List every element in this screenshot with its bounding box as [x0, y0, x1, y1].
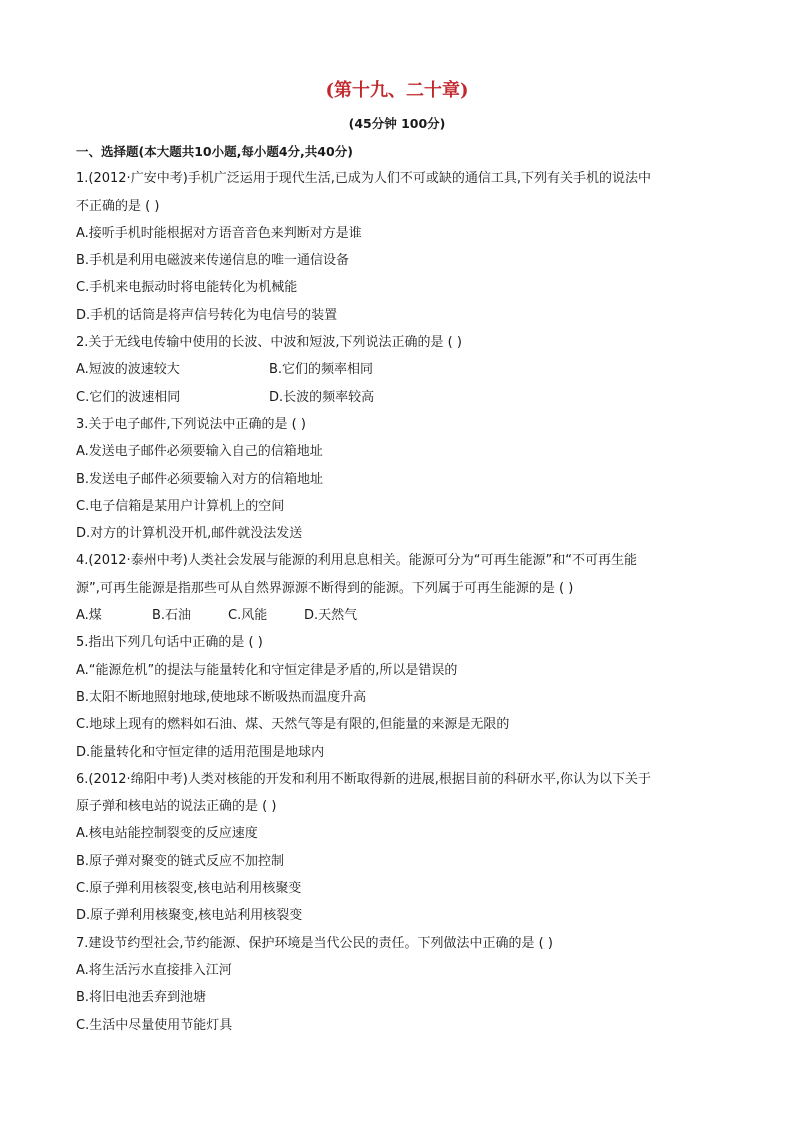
question-stem: 5.指出下列几句话中正确的是 ( ) [76, 635, 263, 651]
option-b: B.它们的频率相同 [269, 362, 374, 378]
question-stem: 源”,可再生能源是指那些可从自然界源源不断得到的能源。下列属于可再生能源的是 ( ) [76, 580, 574, 596]
option-d: D.天然气 [304, 608, 358, 624]
option-a: A.接听手机时能根据对方语音音色来判断对方是谁 [76, 225, 362, 241]
option-d: D.长波的频率较高 [269, 389, 375, 405]
page-subtitle: (45分钟 100分) [348, 116, 446, 131]
option-d: D.对方的计算机没开机,邮件就没法发送 [76, 526, 303, 542]
question-6 [76, 766, 716, 930]
option-b: B.太阳不断地照射地球,使地球不断吸热而温度升高 [76, 689, 367, 705]
options-row [76, 602, 716, 629]
option-d: D.手机的话筒是将声信号转化为电信号的装置 [76, 307, 338, 323]
page-title: (第十九、二十章) [325, 80, 469, 101]
option-b: B.石油 [152, 608, 192, 624]
exam-content [76, 138, 716, 1039]
option-c: C.生活中尽量使用节能灯具 [76, 1017, 233, 1033]
options-row [76, 384, 716, 411]
question-4 [76, 547, 716, 629]
section-heading: 一、选择题(本大题共10小题,每小题4分,共40分) [76, 144, 353, 159]
option-d: D.原子弹利用核聚变,核电站利用核裂变 [76, 908, 303, 924]
option-c: C.它们的波速相同 [76, 389, 181, 405]
question-stem: 3.关于电子邮件,下列说法中正确的是 ( ) [76, 416, 306, 432]
question-stem: 2.关于无线电传输中使用的长波、中波和短波,下列说法正确的是 ( ) [76, 335, 462, 351]
option-a: A.核电站能控制裂变的反应速度 [76, 826, 258, 842]
options-row [76, 356, 716, 383]
option-c: C.电子信箱是某用户计算机上的空间 [76, 498, 285, 514]
option-b: B.发送电子邮件必须要输入对方的信箱地址 [76, 471, 324, 487]
option-c: C.原子弹利用核裂变,核电站利用核聚变 [76, 881, 302, 897]
option-b: B.手机是利用电磁波来传递信息的唯一通信设备 [76, 253, 350, 269]
option-a: A.短波的波速较大 [76, 362, 180, 378]
question-3 [76, 411, 716, 547]
option-a: A.煤 [76, 608, 102, 624]
option-b: B.原子弹对聚变的链式反应不加控制 [76, 853, 285, 869]
option-a: A.将生活污水直接排入江河 [76, 962, 232, 978]
option-d: D.能量转化和守恒定律的适用范围是地球内 [76, 744, 325, 760]
question-stem: 7.建设节约型社会,节约能源、保护环境是当代公民的责任。下列做法中正确的是 ( ) [76, 935, 553, 951]
question-1 [76, 165, 716, 329]
option-b: B.将旧电池丢弃到池塘 [76, 990, 207, 1006]
option-c: C.风能 [228, 608, 268, 624]
question-stem: 6.(2012·绵阳中考)人类对核能的开发和利用不断取得新的进展,根据目前的科研水平,你认为以下关于 [76, 771, 652, 787]
question-5 [76, 629, 716, 765]
question-2 [76, 329, 716, 411]
option-a: A.“能源危机”的提法与能量转化和守恒定律是矛盾的,所以是错误的 [76, 662, 458, 678]
option-c: C.手机来电振动时将电能转化为机械能 [76, 280, 298, 296]
question-stem: 不正确的是 ( ) [76, 198, 160, 214]
option-c: C.地球上现有的燃料如石油、煤、天然气等是有限的,但能量的来源是无限的 [76, 717, 510, 733]
question-stem: 1.(2012·广安中考)手机广泛运用于现代生活,已成为人们不可或缺的通信工具,下列有关手机的说法中 [76, 171, 652, 187]
question-7 [76, 930, 716, 1039]
question-stem: 4.(2012·泰州中考)人类社会发展与能源的利用息息相关。能源可分为“可再生能源”和“不可再生能 [76, 553, 637, 569]
option-a: A.发送电子邮件必须要输入自己的信箱地址 [76, 444, 323, 460]
question-stem: 原子弹和核电站的说法正确的是 ( ) [76, 799, 277, 815]
